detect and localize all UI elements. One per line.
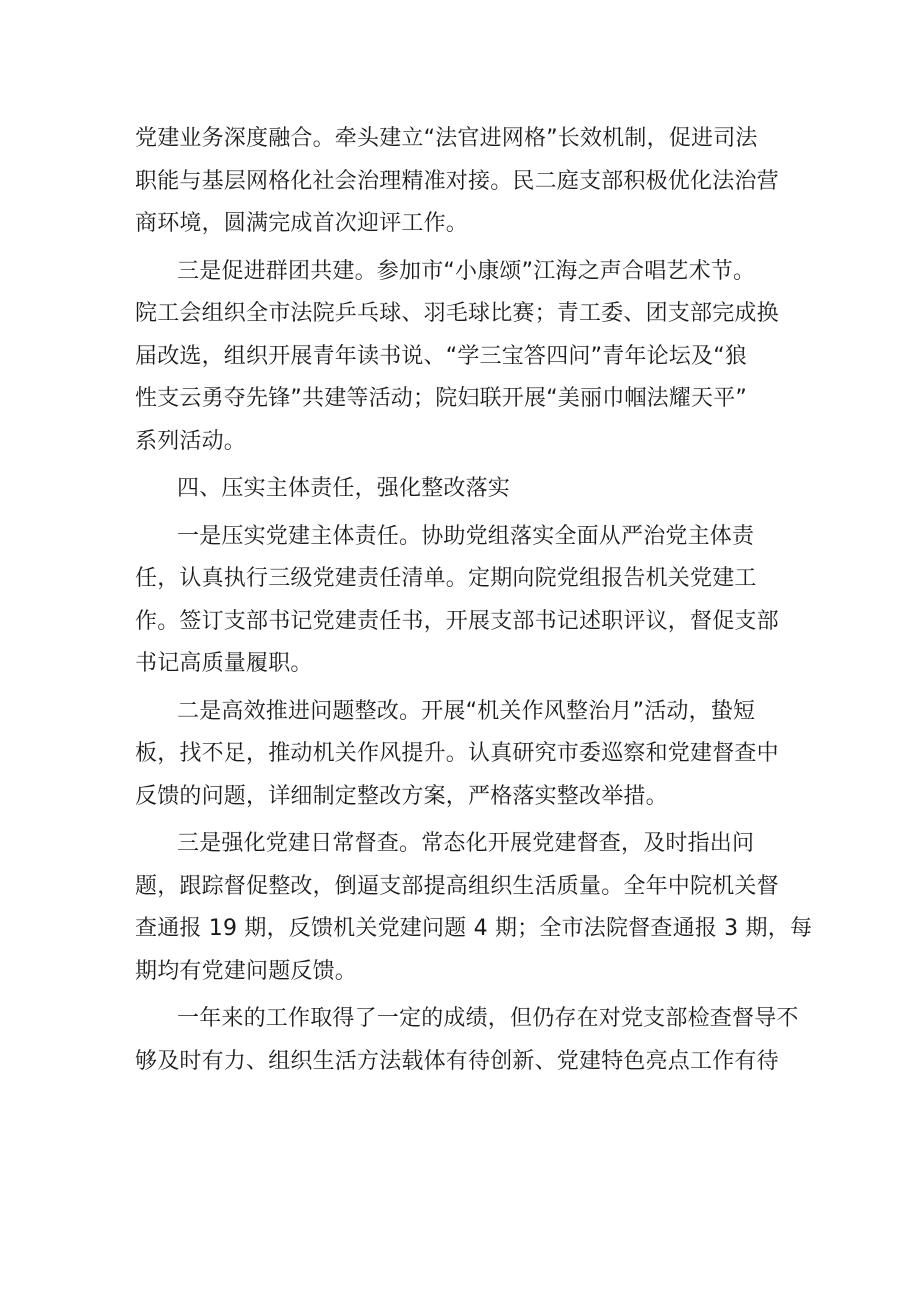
paragraph-main-responsibility (135, 516, 785, 686)
text-line: 反馈的问题，详细制定整改方案，严格落实整改举措。 (135, 783, 668, 809)
text-line: 期均有党建问题反馈。 (135, 958, 358, 984)
text-line: 查通报 19 期，反馈机关党建问题 4 期；全市法院督查通报 3 期，每 (135, 916, 813, 941)
text-line: 三是促进群团共建。参加市“小康颂”江海之声合唱艺术节。 (177, 258, 756, 284)
text-line: 系列活动。 (135, 428, 247, 454)
text-line: 党建业务深度融合。牵头建立“法官进网格”长效机制，促进司法 (135, 126, 758, 151)
paragraph-daily-supervision (135, 823, 813, 993)
section-heading-text: 四、压实主体责任，强化整改落实 (177, 476, 511, 501)
section-heading (135, 468, 785, 511)
paragraph-rectification (135, 691, 785, 819)
text-line: 性支云勇夺先锋”共建等活动；院妇联开展“美丽巾帼法耀天平” (135, 386, 747, 411)
text-line: 一是压实党建主体责任。协助党组落实全面从严治党主体责 (177, 523, 755, 549)
text-line: 板，找不足，推动机关作风提升。认真研究市委巡察和党建督查中 (135, 741, 779, 766)
text-line: 任，认真执行三级党建责任清单。定期向院党组报告机关党建工 (135, 566, 757, 591)
paragraph-mass-organizations (135, 251, 785, 464)
text-line: 够及时有力、组织生活方法载体有待创新、党建特色亮点工作有待 (135, 1048, 779, 1074)
paragraph-party-building-integration (135, 118, 785, 246)
text-line: 商环境，圆满完成首次迎评工作。 (135, 211, 469, 236)
text-line: 院工会组织全市法院乒乓球、羽毛球比赛；青工委、团支部完成换 (135, 301, 779, 326)
text-line: 作。签订支部书记党建责任书，开展支部书记述职评议，督促支部 (135, 608, 779, 634)
text-line: 书记高质量履职。 (135, 651, 313, 676)
text-line: 二是高效推进问题整改。开展“机关作风整治月”活动，蛰短 (177, 698, 756, 724)
document-body (135, 118, 813, 1088)
text-line: 三是强化党建日常督查。常态化开展党建督查，及时指出问 (177, 831, 755, 856)
text-line: 题，跟踪督促整改，倒逼支部提高组织生活质量。全年中院机关督 (135, 873, 779, 899)
text-line: 届改选，组织开展青年读书说、“学三宝答四问”青年论坛及“狼 (135, 343, 747, 369)
paragraph-summary (135, 998, 799, 1083)
text-line: 职能与基层网格化社会治理精准对接。民二庭支部积极优化法治营 (135, 168, 779, 194)
text-line: 一年来的工作取得了一定的成绩，但仍存在对党支部检查督导不 (177, 1006, 799, 1031)
